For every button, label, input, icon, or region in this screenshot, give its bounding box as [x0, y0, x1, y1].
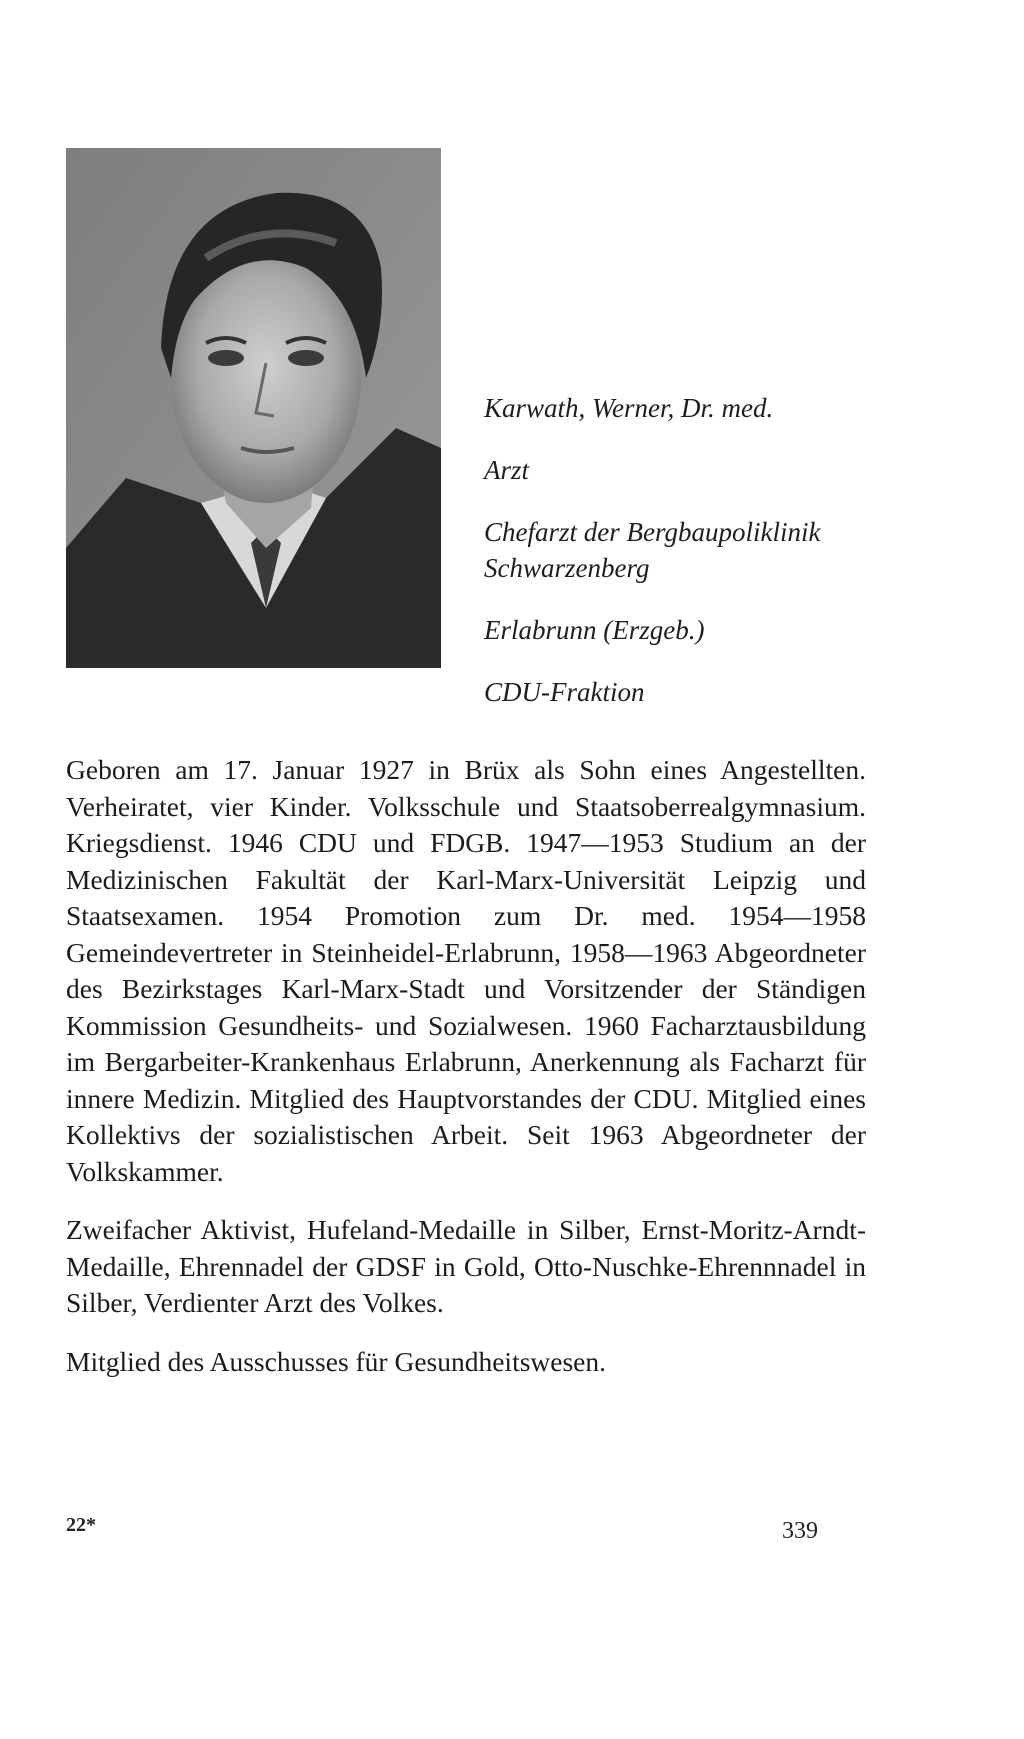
page-number: 339 [782, 1518, 818, 1544]
portrait-caption [484, 390, 904, 710]
biography [66, 752, 866, 1402]
person-profession: Arzt [484, 455, 530, 485]
biography-paragraph: Geboren am 17. Januar 1927 in Brüx als Sohn eines Angestellten. Verheiratet, vier Kinder. Volksschule und Staatsoberrealgymnasium. Kriegsdienst. 1946 CDU und FDGB. 1947—1953 Studium an der Medizinischen Fakultät der Karl-Marx-Universität Leipzig und Staatsexamen. 1954 Promotion zum Dr. med. 1954—1958 Gemeindevertreter in Steinheidel-Erlabrunn, 1958—1963 Abgeordneter des Bezirkstages Karl-Marx-Stadt und Vorsitzender der Ständigen Kommission Gesundheits- und Sozialwesen. 1960 Facharztausbildung im Bergarbeiter-Krankenhaus Erlabrunn, Anerkennung als Facharzt für innere Medizin. Mitglied des Hauptvorstandes der CDU. Mitglied eines Kollektivs der sozialistischen Arbeit. Seit 1963 Abgeordneter der Volkskammer. [66, 754, 866, 1187]
sheet-signature: 22* [66, 1514, 96, 1536]
person-name: Karwath, Werner, Dr. med. [484, 393, 774, 423]
person-position: Chefarzt der Bergbaupoliklinik Schwarzenberg [484, 517, 821, 583]
person-faction: CDU-Fraktion [484, 677, 645, 707]
committee-paragraph: Mitglied des Ausschusses für Gesundheitswesen. [66, 1345, 607, 1377]
portrait-photo [66, 148, 441, 668]
person-place: Erlabrunn (Erzgeb.) [484, 615, 705, 645]
awards-paragraph: Zweifacher Aktivist, Hufeland-Medaille in Silber, Ernst-Moritz-Arndt-Medaille, Ehrennadel der GDSF in Gold, Otto-Nuschke-Ehrennnadel in Silber, Verdienter Arzt des Volkes. [66, 1214, 866, 1318]
